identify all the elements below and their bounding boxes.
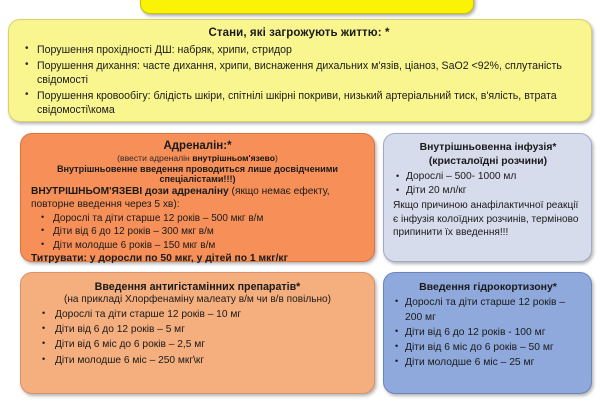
life-threatening-card (8, 19, 592, 122)
adrenaline-card (20, 133, 375, 265)
list-item: • Діти від 6 до 12 років – 300 мкг в/м (53, 225, 364, 238)
adrenaline-route-note (31, 153, 364, 163)
iv-infusion-colloid-note: Якщо причиною анафілактичної реакції є інфузія колоїдних розчинів, терміново припинити їх введення!!! (393, 200, 579, 239)
list-item: • Діти 20 мл/кг (406, 184, 583, 198)
life-threatening-list (17, 43, 581, 118)
list-item: • Діти молодше 6 міс – 25 мг (405, 355, 584, 370)
iv-infusion-card (383, 133, 592, 262)
list-item: • Порушення дихання: часте дихання, хрипи, виснаження дихальних м'язів, ціаноз, SaO2 <92%, сплутаність свідомості (37, 59, 579, 88)
adrenaline-route-note-prefix: (ввести адреналін (117, 153, 193, 163)
adrenaline-dose-list (31, 212, 364, 252)
list-item: • Діти від 6 міс до 6 років – 50 мг (405, 340, 584, 355)
adrenaline-route-note-suffix: ) (274, 153, 278, 163)
hydrocortisone-dose-list (392, 295, 584, 370)
adrenaline-dose-heading-bold: ВНУТРІШНЬОМ'ЯЗЕВІ дози адреналіну (31, 186, 229, 197)
antihistamine-title: Введення антигістамінних препаратів* (94, 281, 301, 293)
list-item: • Діти молодше 6 міс – 250 мкг\кг (55, 353, 364, 368)
iv-infusion-dose-list (393, 170, 583, 198)
list-item: • Порушення кровообігу: блідість шкіри, спітнілі шкірні покриви, низький артеріальний тиск, в'ялість, втрата свідомості\кома (37, 89, 579, 118)
antihistamine-card (20, 272, 375, 394)
list-item: • Дорослі та діти старше 12 років – 500 мкг в/м (53, 212, 364, 225)
antihistamine-dose-list (31, 307, 364, 368)
hydrocortisone-card (383, 272, 592, 394)
list-item: • Дорослі – 500- 1000 мл (406, 170, 583, 184)
hydrocortisone-title: Введення гідрокортизону* (419, 281, 557, 293)
adrenaline-dose-heading (31, 185, 364, 211)
list-item: • Діти молодше 6 років – 150 мкг в/м (53, 239, 364, 252)
list-item: • Діти від 6 до 12 років – 5 мг (55, 322, 364, 337)
adrenaline-route-note-bold: внутрішньом'язево (192, 153, 275, 163)
list-item: • Діти від 6 до 12 років - 100 мг (405, 325, 584, 340)
iv-infusion-title (393, 141, 583, 168)
list-item: • Діти від 6 міс до 6 років – 2,5 мг (55, 337, 364, 352)
list-item: • Дорослі та діти старше 12 років – 10 мг (55, 307, 364, 322)
iv-infusion-title-line1: Внутрішньовенна інфузія* (419, 142, 557, 153)
list-item: • Порушення прохідності ДШ: набряк, хрипи, стридор (37, 43, 579, 58)
life-threatening-title: Стани, які загрожують життю: * (208, 27, 390, 39)
adrenaline-title: Адреналін:* (163, 140, 232, 152)
iv-infusion-title-line2: (кристалоїдні розчини) (428, 155, 548, 167)
top-clipped-banner (140, 0, 474, 14)
antihistamine-subtitle: (на прикладі Хлорфенаміну малеату в/м чи в/в повільно) (63, 294, 332, 305)
adrenaline-dose-heading-rest: (якщо немає ефекту, повторне введення через 5 хв): (31, 186, 330, 210)
list-item: • Дорослі та діти старше 12 років – 200 мг (405, 295, 584, 325)
adrenaline-titration-note: Титрувати: у доросли по 50 мкг, у дітей по 1 мкг/кг (31, 253, 288, 265)
adrenaline-iv-warning: Внутрішньовенне введення проводиться лише досвідченими спеціалістами!!!) (56, 164, 339, 184)
